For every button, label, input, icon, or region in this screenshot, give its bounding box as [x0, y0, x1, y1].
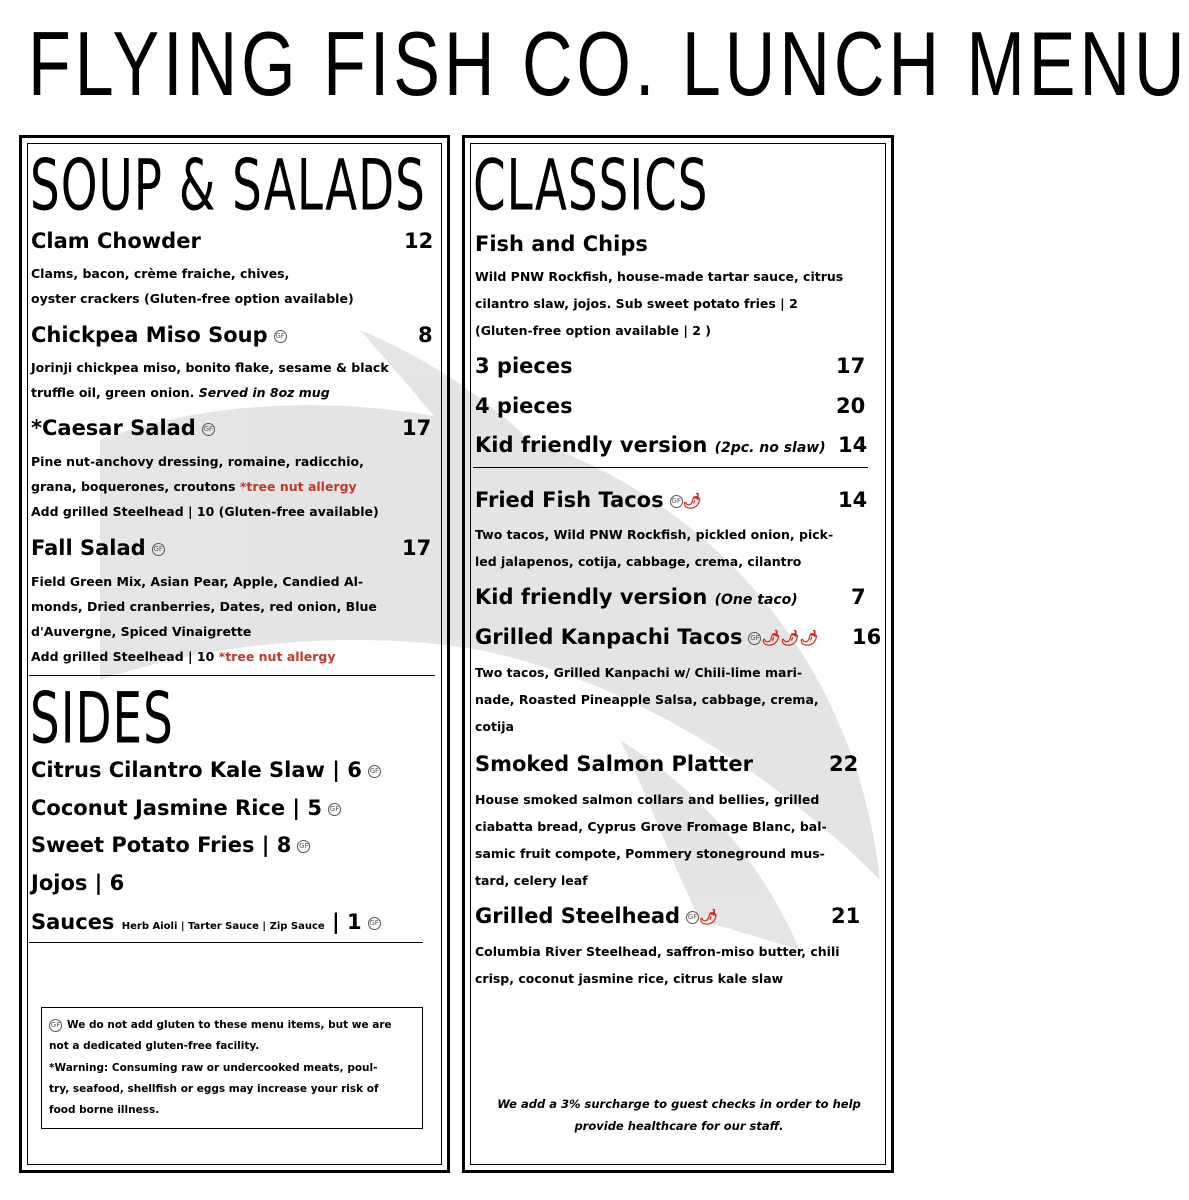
- kid-fish-chips-label: Kid friendly version (2pc. no slaw): [475, 433, 826, 457]
- chili-pepper-icon: 🌶: [780, 629, 800, 647]
- menu-title: FLYING FISH CO. LUNCH MENU: [28, 13, 1189, 115]
- gluten-free-icon: GF: [297, 840, 310, 853]
- fall-salad-price: 17: [402, 536, 432, 560]
- gluten-free-note-2: not a dedicated gluten-free facility.: [49, 1040, 260, 1052]
- three-pieces-price: 17: [836, 354, 866, 378]
- fish-and-chips-desc-3: (Gluten-free option available | 2 ): [475, 323, 712, 338]
- fall-salad-name: Fall Salad GF: [31, 536, 163, 560]
- classics-divider: [473, 467, 868, 468]
- sides-divider: [29, 942, 423, 943]
- fried-fish-tacos-name: Fried Fish Tacos GF 🌶: [475, 488, 702, 512]
- fall-salad-desc-2: monds, Dried cranberries, Dates, red onion, Blue: [31, 599, 377, 614]
- kid-taco-price: 7: [851, 585, 866, 609]
- section-divider: [29, 675, 435, 676]
- fish-and-chips-desc: Wild PNW Rockfish, house-made tartar sauce, citrus: [475, 269, 844, 284]
- clam-chowder-desc: Clams, bacon, crème fraiche, chives,: [31, 266, 290, 281]
- classics-heading: CLASSICS: [473, 146, 709, 227]
- grilled-steelhead-price: 21: [831, 904, 861, 928]
- side-sauces: Sauces Herb Aioli | Tarter Sauce | Zip Sauce | 1 GF: [31, 910, 379, 934]
- clam-chowder-name: Clam Chowder: [31, 229, 201, 253]
- grilled-steelhead-desc-2: crisp, coconut jasmine rice, citrus kale slaw: [475, 971, 784, 986]
- gluten-free-icon: GF: [328, 803, 341, 816]
- fried-fish-tacos-desc-2: led jalapenos, cotija, cabbage, crema, cilantro: [475, 554, 802, 569]
- surcharge-notice: [470, 1093, 888, 1137]
- grilled-steelhead-name: Grilled Steelhead GF 🌶: [475, 904, 719, 928]
- chili-pepper-icon: 🌶: [682, 492, 702, 510]
- smoked-salmon-name: Smoked Salmon Platter: [475, 752, 753, 776]
- smoked-salmon-price: 22: [829, 752, 859, 776]
- gluten-free-icon: GF: [686, 911, 699, 924]
- gluten-free-icon: GF: [152, 543, 165, 556]
- chickpea-miso-desc: Jorinji chickpea miso, bonito flake, sesame & black: [31, 360, 389, 375]
- kanpachi-tacos-price: 16: [852, 625, 882, 649]
- gluten-free-icon: GF: [748, 632, 761, 645]
- four-pieces-price: 20: [836, 394, 866, 418]
- surcharge-line-1: We add a 3% surcharge to guest checks in order to help: [497, 1097, 861, 1111]
- fried-fish-tacos-desc: Two tacos, Wild PNW Rockfish, pickled onion, pick-: [475, 527, 834, 542]
- fall-salad-addon: Add grilled Steelhead | 10 *tree nut allergy: [31, 649, 336, 664]
- gluten-free-icon: GF: [49, 1019, 62, 1032]
- caesar-salad-desc-2: grana, boquerones, croutons *tree nut allergy: [31, 479, 357, 494]
- gluten-free-icon: GF: [368, 917, 381, 930]
- warning-note-2: try, seafood, shellfish or eggs may increase your risk of: [49, 1083, 379, 1095]
- three-pieces-label: 3 pieces: [475, 354, 573, 378]
- caesar-salad-desc: Pine nut-anchovy dressing, romaine, radicchio,: [31, 454, 364, 469]
- chickpea-miso-price: 8: [418, 323, 433, 347]
- surcharge-line-2: provide healthcare for our staff.: [574, 1119, 784, 1133]
- kid-fish-chips-price: 14: [838, 433, 868, 457]
- gluten-free-icon: GF: [274, 330, 287, 343]
- fish-and-chips-desc-2: cilantro slaw, jojos. Sub sweet potato fries | 2: [475, 296, 798, 311]
- smoked-salmon-desc-2: ciabatta bread, Cyprus Grove Fromage Blanc, bal-: [475, 819, 827, 834]
- chili-pepper-icon: 🌶: [799, 629, 819, 647]
- fried-fish-tacos-price: 14: [838, 488, 868, 512]
- warning-note: *Warning: Consuming raw or undercooked meats, poul-: [49, 1062, 378, 1074]
- tree-nut-allergy-note: *tree nut allergy: [239, 479, 357, 494]
- warning-note-3: food borne illness.: [49, 1104, 160, 1116]
- kid-taco-label: Kid friendly version (One taco): [475, 585, 798, 609]
- gluten-free-icon: GF: [368, 765, 381, 778]
- four-pieces-label: 4 pieces: [475, 394, 573, 418]
- fish-and-chips-name: Fish and Chips: [475, 232, 648, 256]
- smoked-salmon-desc-3: samic fruit compote, Pommery stoneground mus-: [475, 846, 825, 861]
- kanpachi-tacos-name: Grilled Kanpachi Tacos GF 🌶🌶🌶: [475, 625, 819, 649]
- caesar-salad-name: *Caesar Salad GF: [31, 416, 214, 440]
- gluten-free-icon: GF: [670, 495, 683, 508]
- kanpachi-tacos-desc-3: cotija: [475, 719, 514, 734]
- chili-pepper-icon: 🌶: [699, 908, 719, 926]
- smoked-salmon-desc: House smoked salmon collars and bellies, grilled: [475, 792, 820, 807]
- side-sweet-potato-fries: Sweet Potato Fries | 8 GF: [31, 833, 309, 857]
- sauces-list: Herb Aioli | Tarter Sauce | Zip Sauce: [121, 921, 325, 932]
- chickpea-miso-name: Chickpea Miso Soup GF: [31, 323, 285, 347]
- fall-salad-desc: Field Green Mix, Asian Pear, Apple, Candied Al-: [31, 574, 364, 589]
- sides-heading: SIDES: [30, 679, 174, 760]
- kid-fish-chips-note: (2pc. no slaw): [714, 440, 826, 456]
- side-jojos: Jojos | 6: [31, 871, 125, 895]
- side-jasmine-rice: Coconut Jasmine Rice | 5 GF: [31, 796, 340, 820]
- right-menu-panel: [462, 135, 894, 1173]
- fall-salad-desc-3: d'Auvergne, Spiced Vinaigrette: [31, 624, 252, 639]
- chickpea-miso-desc-2: truffle oil, green onion. Served in 8oz mug: [31, 385, 330, 400]
- clam-chowder-desc-2: oyster crackers (Gluten-free option available): [31, 291, 354, 306]
- grilled-steelhead-desc: Columbia River Steelhead, saffron-miso butter, chili: [475, 944, 840, 959]
- chili-pepper-icon: 🌶: [761, 629, 781, 647]
- gluten-free-note: GF We do not add gluten to these menu items, but we are: [50, 1019, 392, 1031]
- clam-chowder-price: 12: [404, 229, 434, 253]
- caesar-salad-addon: Add grilled Steelhead | 10 (Gluten-free available): [31, 504, 379, 519]
- soup-salads-heading: SOUP & SALADS: [30, 146, 426, 227]
- smoked-salmon-desc-4: tard, celery leaf: [475, 873, 588, 888]
- gluten-free-icon: GF: [202, 423, 215, 436]
- kanpachi-tacos-desc-2: nade, Roasted Pineapple Salsa, cabbage, crema,: [475, 692, 819, 707]
- side-kale-slaw: Citrus Cilantro Kale Slaw | 6 GF: [31, 758, 380, 782]
- tree-nut-allergy-note: *tree nut allergy: [218, 649, 336, 664]
- kanpachi-tacos-desc: Two tacos, Grilled Kanpachi w/ Chili-lime mari-: [475, 665, 803, 680]
- caesar-salad-price: 17: [402, 416, 432, 440]
- kid-taco-note: (One taco): [714, 592, 798, 608]
